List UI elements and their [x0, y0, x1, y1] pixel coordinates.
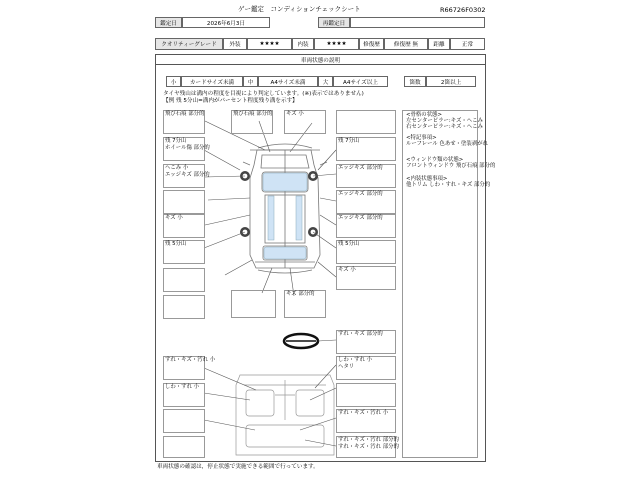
damage-label-6: 残 7分山	[338, 138, 360, 144]
quality-grade-label: クオリティーグレード	[155, 38, 223, 50]
size-large: 大	[318, 76, 333, 87]
damage-label-7: へこみ 小 エッジキズ 部分的	[165, 165, 210, 178]
repair-history-value: 修復歴 無	[384, 38, 428, 50]
interior-label-1: すれ・キズ 部分的	[338, 331, 383, 337]
sheet-title: ゲー鑑定 コンディションチェックシート	[238, 5, 361, 13]
window-condition-line-1: フロントウィンドウ 飛び石痕 部分的	[406, 163, 496, 169]
size-medium-desc: A4サイズ未満	[258, 76, 318, 87]
damage-box-15	[163, 268, 205, 292]
interior-notes-title: <内装状態事項>	[406, 176, 448, 182]
frame-condition-line-1: 左センターピラー:キズ・へこみ	[406, 118, 483, 124]
damage-label-5: 残 7分山 ホイール傷 部分的	[165, 138, 210, 151]
size-small-desc: カードサイズ未満	[181, 76, 243, 87]
interior-label-2: すれ・キズ・汚れ 小	[165, 357, 216, 363]
appraisal-date-label: 鑑定日	[155, 17, 182, 28]
interior-label-6: すれ・キズ・汚れ 部分的	[338, 437, 399, 443]
interior-label: 内装	[292, 38, 314, 50]
interior-label-5: すれ・キズ・汚れ 小	[338, 410, 389, 416]
damage-label-11: キズ 小	[165, 215, 183, 221]
damage-box-4	[336, 110, 396, 134]
size-small: 小	[166, 76, 181, 87]
damage-label-19: キズ 部分的	[286, 291, 315, 297]
damage-box-18	[231, 290, 276, 318]
reappraisal-date-label: 再鑑定日	[318, 17, 350, 28]
damage-label-3: キズ 小	[286, 111, 304, 117]
count-desc: 2箇以上	[426, 76, 476, 87]
size-medium: 中	[243, 76, 258, 87]
interior-grade: ★★★★	[314, 38, 359, 50]
damage-label-13: 残 5分山	[165, 241, 187, 247]
interior-label-3: しわ・すれ 小 ヘタリ	[338, 357, 373, 370]
damage-box-9	[163, 190, 205, 214]
interior-label-7: すれ・キズ・汚れ 部分的	[338, 444, 399, 450]
special-notes-title: <特記事項>	[406, 135, 437, 141]
tire-note: タイヤ残山は溝内の程度を目視により判定しています。(※)表示ではありません)	[163, 91, 364, 97]
damage-label-10: エッジキズ 部分的	[338, 191, 383, 197]
appraisal-date-value: 2026年6月3日	[182, 17, 270, 28]
damage-label-12: エッジキズ 部分的	[338, 215, 383, 221]
odometer-label: 距離	[428, 38, 450, 50]
exterior-grade: ★★★★	[247, 38, 292, 50]
damage-label-14: 残 5分山	[338, 241, 360, 247]
damage-label-2: 飛び石痕 部分的	[233, 111, 273, 117]
damage-label-8: エッジキズ 部分的	[338, 165, 383, 171]
repair-history-label: 修復歴	[359, 38, 384, 50]
window-condition-title: <ウィンドウ類の状態>	[406, 157, 464, 163]
frame-condition-title: <骨格の状態>	[406, 112, 442, 118]
damage-box-17	[163, 295, 205, 319]
size-large-desc: A4サイズ以上	[333, 76, 388, 87]
sheet-code: R66726F0302	[440, 6, 486, 14]
interior-box-6	[163, 409, 205, 433]
interior-label-4: しわ・すれ 小	[165, 384, 200, 390]
interior-box-5	[336, 383, 396, 407]
special-notes-line-1: ルーフレール 色あせ・塗装剥がれ	[406, 141, 488, 147]
section-title: 車両状態の説明	[155, 54, 486, 65]
odometer-value: 正常	[450, 38, 485, 50]
interior-box-8	[163, 436, 205, 458]
count-label: 箇数	[404, 76, 426, 87]
exterior-label: 外装	[223, 38, 247, 50]
frame-condition-line-2: 右センターピラー:キズ・へこみ	[406, 124, 483, 130]
damage-label-1: 飛び石痕 部分的	[165, 111, 205, 117]
interior-notes-line-1: 他トリム しわ・すれ・キズ 部分的	[406, 182, 491, 188]
tire-note-example: 【例 残 5分山=溝内がパーセント程度残り溝を示す】	[163, 98, 298, 104]
footer-note: 車両状態の確認は，停止状態で実施できる範囲で行っています。	[157, 464, 319, 470]
damage-label-16: キズ 小	[338, 267, 356, 273]
